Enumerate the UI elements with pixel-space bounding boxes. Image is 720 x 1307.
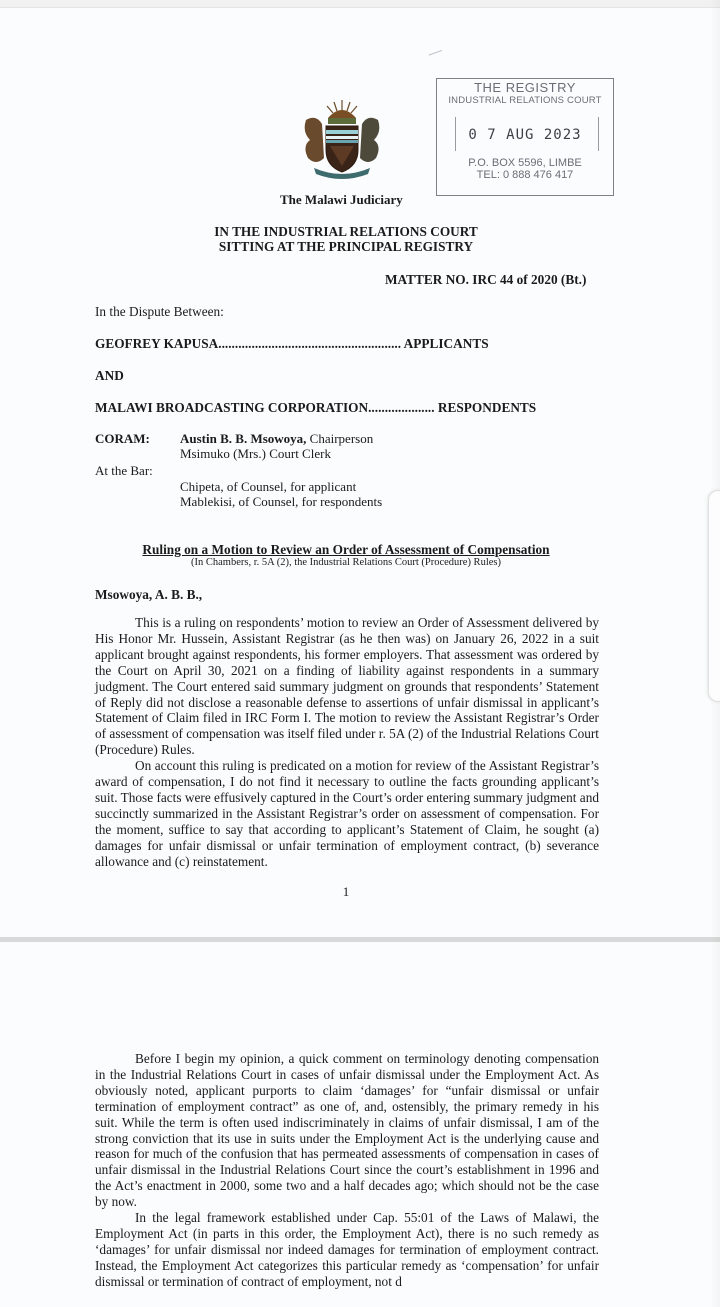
court-title-line-1: IN THE INDUSTRIAL RELATIONS COURT	[214, 224, 478, 239]
chairperson-name: Austin B. B. Msowoya,	[180, 431, 307, 446]
stamp-date: 0 7 AUG 2023	[468, 127, 582, 143]
counsel-applicant: Chipeta, of Counsel, for applicant	[180, 479, 357, 494]
scroll-handle[interactable]	[708, 490, 720, 702]
paragraph: On account this ruling is predicated on a motion for review of the Assistant Registrar’s award of compensation, I do not find it necessary to outline the facts grounding applicant’s suit. Those facts were effusively captured in the Court’s order entering summary judgment and succinctly summarized in the Assistant Registrar’s order on assessment of compensation. For the moment, suffice to say that according to applicant’s Statement of Claim, he sought (a) damages for unfair dismissal or unfair termination of employment contract, (b) severance allowance and (c) reinstatement.	[95, 758, 599, 869]
registry-date-stamp	[436, 78, 614, 196]
dispute-intro: In the Dispute Between:	[95, 304, 224, 319]
stamp-registry-label: THE REGISTRY	[474, 80, 576, 95]
stamp-court-label: INDUSTRIAL RELATIONS COURT	[448, 95, 602, 106]
ruling-subtitle: (In Chambers, r. 5A (2), the Industrial Relations Court (Procedure) Rules)	[191, 557, 501, 568]
stamp-bracket-right	[598, 117, 599, 151]
page-2-body	[95, 1051, 599, 1290]
respondent-line: MALAWI BROADCASTING CORPORATION.................... RESPONDENTS	[95, 400, 537, 415]
counsel-respondents: Mablekisi, of Counsel, for respondents	[180, 494, 383, 509]
at-the-bar-label: At the Bar:	[95, 463, 153, 478]
coram-clerk: Msimuko (Mrs.) Court Clerk	[180, 446, 331, 461]
coram-chairperson	[180, 431, 373, 447]
paragraph: Before I begin my opinion, a quick comment on terminology denoting compensation in the Industrial Relations Court in cases of unfair dismissal under the Employment Act. As obviously noted, applicant purports to claim ‘damages’ for “unfair dismissal or unfair termination of employment contract” as one of, and, ostensibly, the primary remedy in his suit. While the term is often used indiscriminately in claims of unfair dismissal, I am of the strong conviction that its use in suits under the Employment Act is the underlying cause and reason for much of the confusion that has permeated assessments of compensation in cases of unfair dismissal in the Industrial Relations Court since the court’s establishment in 1996 and the Act’s enactment in 2000, some two and a half decades ago; which should not be the case by now.	[95, 1051, 599, 1210]
stamp-po-box: P.O. BOX 5596, LIMBE	[468, 157, 582, 169]
coat-of-arms-icon	[296, 96, 388, 180]
stamp-telephone: TEL: 0 888 476 417	[476, 169, 574, 181]
matter-number: MATTER NO. IRC 44 of 2020 (Bt.)	[385, 272, 587, 287]
issuer-name: The Malawi Judiciary	[280, 192, 403, 207]
and-label: AND	[95, 368, 124, 383]
page-1-body	[95, 615, 599, 870]
applicant-line: GEOFREY KAPUSA....................................................... APPLICANTS	[95, 336, 489, 351]
paragraph: In the legal framework established under Cap. 55:01 of the Laws of Malawi, the Employment Act (in parts in this order, the Employment Act), there is no such remedy as ‘damages’ for unfair dismissal nor indeed damages for termination of employment contract. Instead, the Employment Act categorizes this particular remedy as ‘compensation’ for unfair dismissal or termination of contract of employment, not d	[95, 1210, 599, 1289]
viewer-top-bar	[0, 0, 720, 8]
judgment-author: Msowoya, A. B. B.,	[95, 587, 203, 602]
stamp-bracket-left	[455, 117, 456, 151]
paragraph: This is a ruling on respondents’ motion to review an Order of Assessment delivered by His Honor Mr. Hussein, Assistant Registrar (as he then was) on January 26, 2022 in a suit applicant brought against respondents, his former employers. That assessment was ordered by the Court on April 30, 2021 on a finding of liability against respondents in a summary judgment. The Court entered said summary judgment on grounds that respondents’ Statement of Reply did not disclose a reasonable defense to assertions of unfair dismissal in applicant’s Statement of Claim filed in IRC Form I. The motion to review the Assistant Registrar’s Order of assessment of compensation was itself filed under r. 5A (2) of the Industrial Relations Court (Procedure) Rules.	[95, 615, 599, 758]
ruling-title: Ruling on a Motion to Review an Order of Assessment of Compensation	[142, 542, 550, 557]
court-title	[0, 224, 692, 254]
chairperson-role: Chairperson	[306, 431, 374, 446]
page-number: 1	[342, 884, 350, 899]
court-title-line-2: SITTING AT THE PRINCIPAL REGISTRY	[218, 239, 474, 254]
coram-label: CORAM:	[95, 431, 150, 446]
